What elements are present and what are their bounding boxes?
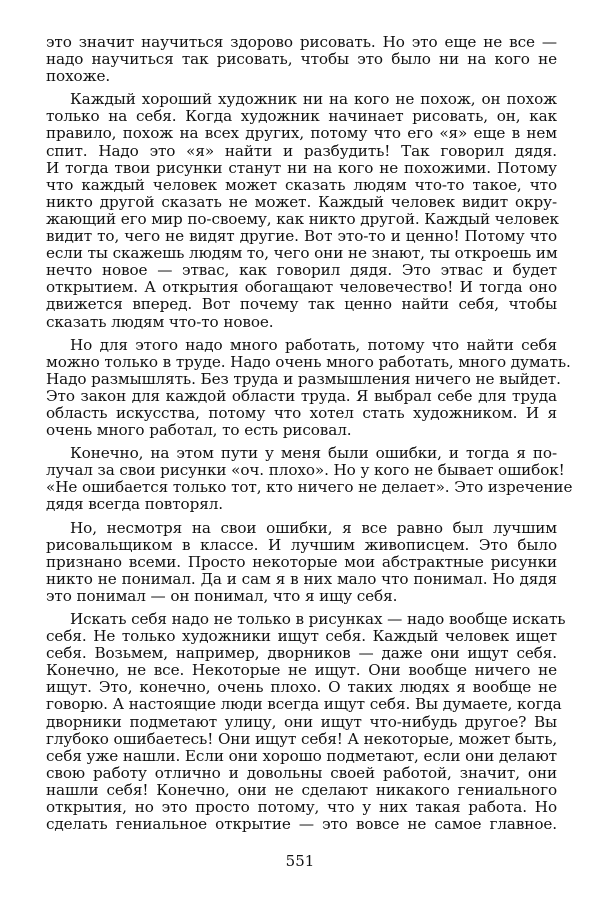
- text-line: только на себя. Когда художник начинает рисовать, он, как: [46, 107, 557, 126]
- text-line: похоже.: [46, 67, 111, 86]
- paragraph-4: [46, 444, 573, 514]
- text-line: дядя всегда повторял.: [46, 495, 223, 514]
- text-line: себя. Возьмем, например, дворников — даже они ищут себя.: [46, 644, 557, 663]
- text-line: Это закон для каждой области труда. Я выбрал себе для труда: [46, 386, 557, 405]
- text-line: дворники подметают улицу, они ищут что-нибудь другое? Вы: [46, 712, 557, 731]
- text-line: Но для этого надо много работать, потому что найти себя: [70, 335, 557, 354]
- text-line: область искусства, потому что хотел стать художником. И я: [46, 403, 557, 422]
- paragraph-2: [46, 91, 557, 330]
- text-line: рисовальщиком в классе. И лучшим живописцем. Это было: [46, 535, 557, 554]
- text-line: жающий его мир по-своему, как никто другой. Каждый человек: [46, 209, 559, 228]
- text-line: лучал за свои рисунки «оч. плохо». Но у кого не бывает ошибок!: [46, 461, 565, 480]
- text-line: Искать себя надо не только в рисунках — надо вообще искать: [70, 610, 566, 628]
- text-line: открытия, но это просто потому, что у них такая работа. Но: [46, 798, 557, 817]
- text-line: движется вперед. Вот почему так ценно найти себя, чтобы: [46, 295, 557, 314]
- text-line: никто другой сказать не может. Каждый человек видит окру-: [46, 192, 557, 211]
- text-line: «Не ошибается только тот, кто ничего не делает». Это изречение: [46, 478, 573, 497]
- paragraph-5: [46, 520, 557, 605]
- text-line: говорю. А настоящие люди всегда ищут себя. Вы думаете, когда: [46, 695, 562, 714]
- text-line: себя уже нашли. Если они хорошо подметают, если они делают: [46, 746, 557, 765]
- paragraph-3: [46, 335, 571, 440]
- text-line: Конечно, не все. Некоторые не ищут. Они вообще ничего не: [46, 661, 557, 680]
- text-line: если ты скажешь людям то, чего они не знают, ты откроешь им: [46, 244, 558, 263]
- text-line: свою работу отлично и довольны своей работой, значит, они: [46, 763, 557, 782]
- text-line: признано всеми. Просто некоторые мои абстрактные рисунки: [46, 552, 557, 571]
- text-line: никто не понимал. Да и сам я в них мало что понимал. Но дядя: [46, 569, 557, 588]
- text-line: открытием. А открытия обогащают человечество! И тогда оно: [46, 278, 557, 297]
- text-line: себя. Не только художники ищут себя. Каждый человек ищет: [46, 627, 557, 646]
- text-line: Каждый хороший художник ни на кого не похож, он похож: [70, 90, 557, 109]
- text-line: надо научиться так рисовать, чтобы это было ни на кого не: [46, 50, 557, 69]
- text-line: Надо размышлять. Без труда и размышления ничего не выйдет.: [46, 369, 561, 388]
- text-line: это значит научиться здорово рисовать. Но это еще не все —: [46, 33, 557, 51]
- text-line: глубоко ошибаетесь! Они ищут себя! А некоторые, может быть,: [46, 729, 558, 748]
- text-line: это понимал — он понимал, что я ищу себя.: [46, 586, 398, 605]
- text-line: можно только в труде. Надо очень много работать, много думать.: [46, 352, 571, 371]
- text-line: сказать людям что-то новое.: [46, 312, 274, 331]
- text-line: ищут. Это, конечно, очень плохо. О таких людях я вообще не: [46, 678, 557, 697]
- paragraph-1: [46, 34, 557, 85]
- text-line: И тогда твои рисунки станут ни на кого не похожими. Потому: [46, 158, 557, 177]
- paragraph-6: [46, 610, 566, 834]
- text-line: спит. Надо это «я» найти и разбудить! Так говорил дядя.: [46, 141, 557, 160]
- text-line: правило, похож на всех других, потому что его «я» еще в нем: [46, 124, 557, 143]
- body-text: [46, 33, 573, 839]
- page-number: 551: [285, 852, 315, 870]
- text-line: Конечно, на этом пути у меня были ошибки, и тогда я по-: [70, 444, 557, 463]
- text-line: нашли себя! Конечно, они не сделают никакого гениального: [46, 780, 557, 799]
- text-line: Но, несмотря на свои ошибки, я все равно был лучшим: [70, 518, 557, 537]
- text-line: нечто новое — этвас, как говорил дядя. Это этвас и будет: [46, 261, 557, 280]
- text-line: видит то, чего не видят другие. Вот это-то и ценно! Потому что: [46, 227, 557, 246]
- text-line: очень много работал, то есть рисовал.: [46, 421, 352, 440]
- text-line: сделать гениальное открытие — это вовсе не самое главное.: [46, 815, 557, 834]
- text-line: что каждый человек может сказать людям что-то такое, что: [46, 175, 557, 194]
